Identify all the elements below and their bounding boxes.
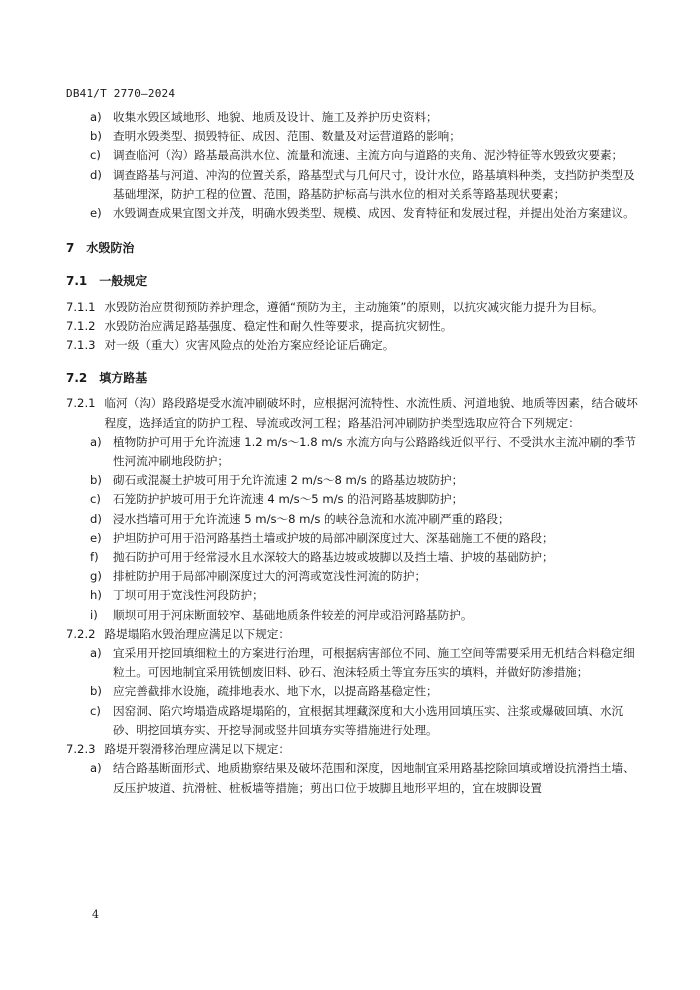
list-item: d) 浸水挡墙可用于允许流速 5 m/s～8 m/s 的峡谷急流和水流冲刷严重的路段； (90, 511, 510, 526)
list-item: a) 宜采用开挖回填细粒土的方案进行治理，可根据病害部位不同、施工空间等需要采用无机结合料稳定细粒土。可因地制宜采用铣刨废旧料、砂石、泡沫轻质土等宜夯压实的填料，并做好防渗措施； (90, 646, 635, 680)
list-item: c) 因窑洞、陷穴垮塌造成路堤塌陷的，宜根据其埋藏深度和大小选用回填压实、注浆或爆破回填、水沉砂、明挖回填夯实、开挖导洞或竖井回填夯实等措施进行处理。 (90, 703, 624, 737)
clause-7-1-2: 7.1.2 水毁防治应满足路基强度、稳定性和耐久性等要求，提高抗灾韧性。 (66, 318, 453, 333)
clause-7-2-1: 7.2.1 临河（沟）路段路堤受水流冲刷破坏时，应根据河流特性、水流性质、河道地貌、地质等因素，结合破坏程度，选择适宜的防护工程、导流或改河工程；路基沿河冲刷防护类型选取应符合下列规定： (66, 396, 638, 430)
list-item: g) 排桩防护用于局部冲刷深度过大的河湾或宽浅性河流的防护； (90, 569, 427, 584)
clause-7-2-1-list (66, 433, 638, 625)
list-item: a) 结合路基断面形式、地质勘察结果及破坏范围和深度，因地制宜采用路基挖除回填或增设抗滑挡土墙、反压护坡道、抗滑桩、桩板墙等措施；剪出口位于坡脚且地形平坦的，宜在坡脚设置 (90, 761, 635, 795)
clause-7-2-3-list (66, 759, 638, 797)
list-item: e) 水毁调查成果宜图文并茂，明确水毁类型、规模、成因、发育特征和发展过程，并提出处治方案建议。 (90, 206, 635, 221)
section-7-2-heading: 7.2 填方路基 (66, 371, 148, 386)
clause-7-1-3: 7.1.3 对一级（重大）灾害风险点的处治方案应经论证后确定。 (66, 338, 395, 353)
list-item: b) 查明水毁类型、损毁特征、成因、范围、数量及对运营道路的影响； (90, 129, 461, 144)
clause-7-2-2-list (66, 644, 638, 740)
list-b (66, 108, 638, 223)
list-item: e) 护坦防护可用于沿河路基挡土墙或护坡的局部冲刷深度过大、深基础施工不便的路段； (90, 530, 554, 545)
section-7-heading: 7 水毁防治 (66, 241, 135, 256)
list-item: c) 调查临河（沟）路基最高洪水位、流量和流速、主流方向与道路的夹角、泥沙特征等水毁致灾要素； (90, 148, 624, 163)
list-item: b) 砌石或混凝土护坡可用于允许流速 2 m/s～8 m/s 的路基边坡防护； (90, 473, 464, 488)
clause-7-1-1: 7.1.1 水毁防治应贯彻预防养护理念，遵循“预防为主，主动施策”的原则，以抗灾减灾能力提升为目标。 (66, 299, 604, 314)
page-number: 4 (92, 908, 99, 921)
list-item: a) 植物防护可用于允许流速 1.2 m/s～1.8 m/s 水流方向与公路路线近似平行、不受洪水主流冲刷的季节性河流冲刷地段防护； (90, 434, 637, 469)
document-code: DB41/T 2770—2024 (66, 87, 176, 100)
clause-7-2-3: 7.2.3 路堤开裂滑移治理应满足以下规定： (66, 742, 291, 757)
list-item: h) 丁坝可用于宽浅性河段防护； (90, 588, 264, 603)
clause-7-2-2: 7.2.2 路堤塌陷水毁治理应满足以下规定： (66, 626, 291, 641)
list-item: b) 应完善截排水设施，疏排地表水、地下水，以提高路基稳定性； (90, 684, 438, 699)
section-7-1-heading: 7.1 一般规定 (66, 274, 148, 289)
document-body (66, 108, 638, 798)
list-item: a) 收集水毁区域地形、地貌、地质及设计、施工及养护历史资料； (90, 110, 438, 124)
list-item: i) 顺坝可用于河床断面较窄、基础地质条件较差的河岸或沿河路基防护。 (90, 607, 473, 622)
list-item: d) 调查路基与河道、冲沟的位置关系，路基型式与几何尺寸，设计水位，路基填料种类，支挡防护类型及基础埋深，防护工程的位置、范围，路基防护标高与洪水位的相对关系等路基现状要素； (90, 167, 635, 201)
list-item: c) 石笼防护护坡可用于允许流速 4 m/s～5 m/s 的沿河路基坡脚防护； (90, 492, 464, 507)
list-item: f) 抛石防护可用于经常浸水且水深较大的路基边坡或坡脚以及挡土墙、护坡的基础防护； (90, 550, 554, 565)
